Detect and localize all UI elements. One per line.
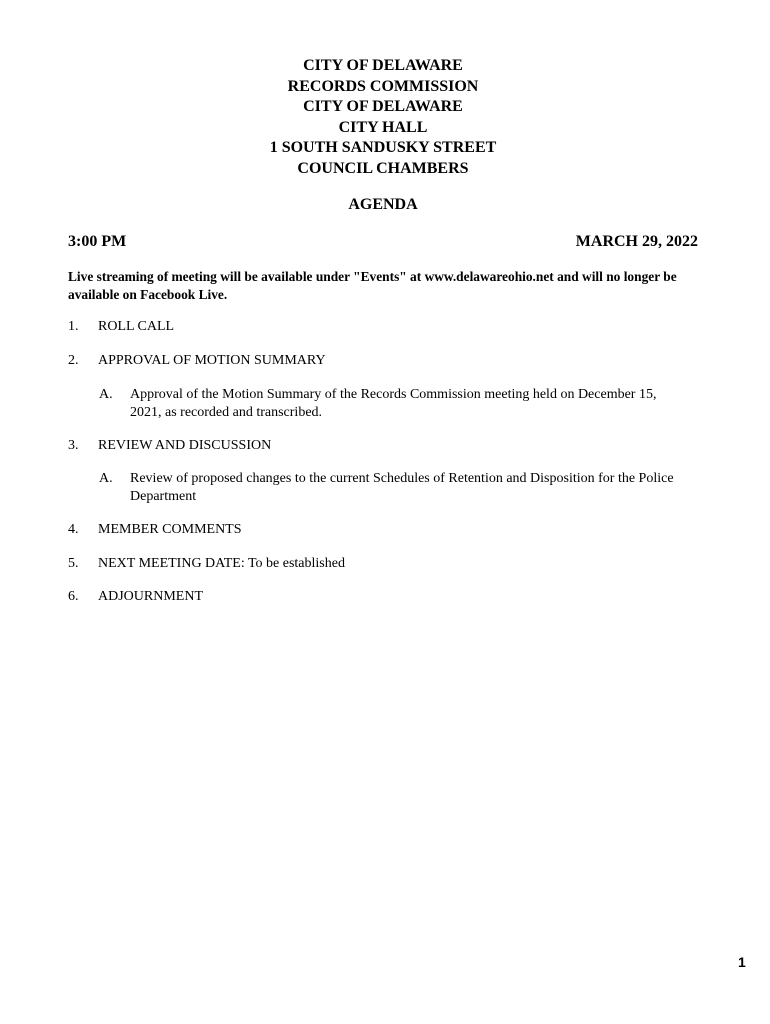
item-number: 2.: [68, 353, 79, 368]
agenda-subitem-approval-a: [99, 386, 689, 422]
item-label: ADJOURNMENT: [98, 589, 203, 604]
item-label: NEXT MEETING DATE: To be established: [98, 556, 345, 571]
agenda-item-roll-call: [68, 318, 174, 336]
header-line-commission: RECORDS COMMISSION: [287, 77, 479, 95]
agenda-item-review: [68, 437, 271, 455]
header-line-chambers: COUNCIL CHAMBERS: [297, 159, 469, 177]
header-line-city-hall: CITY HALL: [338, 118, 428, 136]
header-line-address: 1 SOUTH SANDUSKY STREET: [269, 139, 497, 156]
subitem-letter: A.: [99, 471, 113, 486]
header-line-city: CITY OF DELAWARE: [303, 57, 463, 74]
livestream-notice: Live streaming of meeting will be available under "Events" at www.delawareohio.net and will no longer be available on Facebook Live.: [68, 269, 677, 302]
meeting-date: MARCH 29, 2022: [575, 233, 698, 250]
agenda-title: AGENDA: [348, 196, 418, 213]
header-block: [0, 56, 766, 179]
subitem-text: Review of proposed changes to the current Schedules of Retention and Disposition for the Police Department: [130, 471, 674, 504]
meeting-time-date-row: [68, 233, 698, 251]
agenda-item-member-comments: [68, 521, 242, 539]
agenda-subitem-review-a: [99, 470, 689, 506]
item-label: REVIEW AND DISCUSSION: [98, 438, 272, 453]
item-label: MEMBER COMMENTS: [98, 522, 242, 537]
item-label: APPROVAL OF MOTION SUMMARY: [98, 353, 326, 368]
item-label: ROLL CALL: [98, 319, 175, 334]
subitem-letter: A.: [99, 387, 113, 402]
item-number: 6.: [68, 589, 79, 604]
agenda-item-approval: [68, 352, 326, 370]
meeting-time: 3:00 PM: [68, 233, 127, 250]
item-number: 5.: [68, 556, 79, 571]
agenda-item-adjournment: [68, 588, 203, 606]
subitem-text: Approval of the Motion Summary of the Records Commission meeting held on December 15, 2021, as recorded and transcribed.: [130, 387, 657, 420]
item-number: 4.: [68, 522, 79, 537]
item-number: 1.: [68, 319, 79, 334]
header-line-city-repeat: CITY OF DELAWARE: [303, 98, 463, 115]
item-number: 3.: [68, 438, 79, 453]
agenda-item-next-meeting: [68, 555, 345, 573]
page-number: 1: [738, 954, 746, 970]
